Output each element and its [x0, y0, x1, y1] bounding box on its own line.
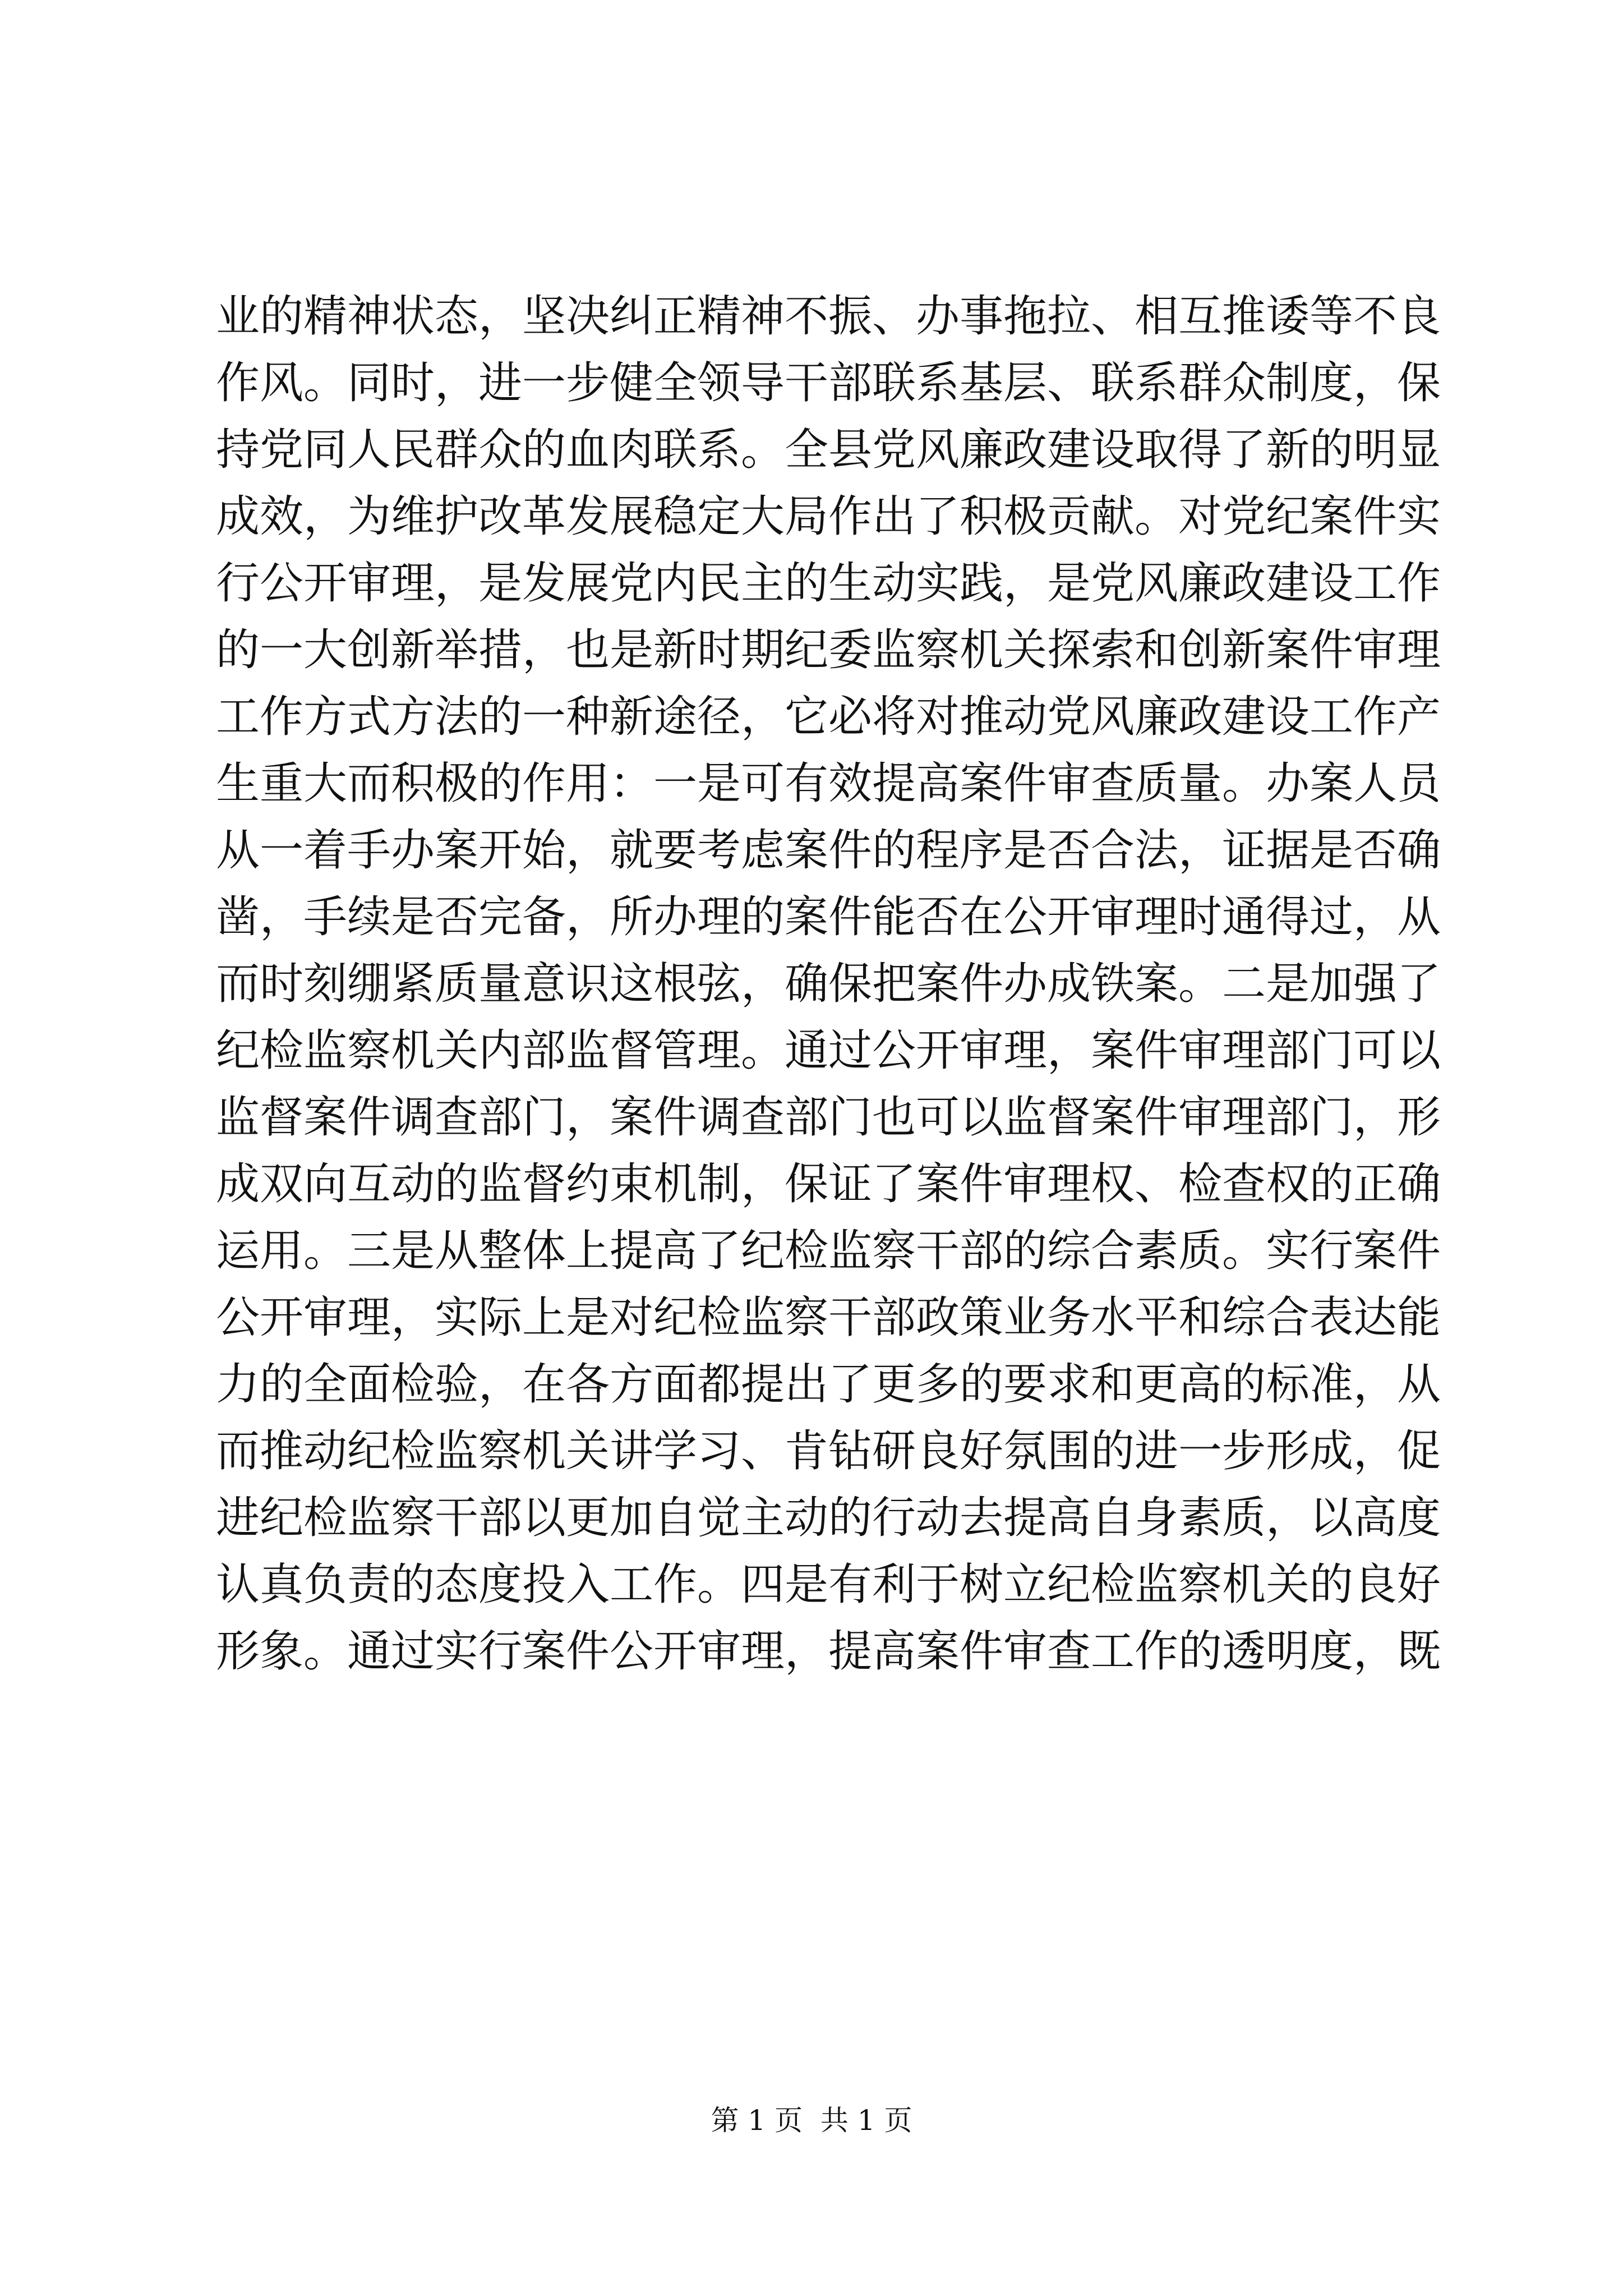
text-line: 力的全面检验，在各方面都提出了更多的要求和更高的标准，从 [216, 1359, 1441, 1410]
text-line: 成效，为维护改革发展稳定大局作出了积极贡献。对党纪案件实 [216, 491, 1441, 542]
body-text [216, 283, 1441, 1685]
text-line: 从一着手办案开始，就要考虑案件的程序是否合法，证据是否确 [216, 825, 1441, 876]
page-footer: 第 1 页 共 1 页 [711, 2104, 912, 2137]
text-line: 行公开审理，是发展党内民主的生动实践，是党风廉政建设工作 [216, 558, 1441, 609]
text-line: 进纪检监察干部以更加自觉主动的行动去提高自身素质，以高度 [216, 1493, 1441, 1543]
text-line: 形象。通过实行案件公开审理，提高案件审查工作的透明度，既 [216, 1626, 1441, 1677]
text-line: 业的精神状态，坚决纠正精神不振、办事拖拉、相互推诿等不良 [216, 291, 1441, 342]
text-line: 公开审理，实际上是对纪检监察干部政策业务水平和综合表达能 [216, 1292, 1441, 1343]
text-line: 工作方式方法的一种新途径，它必将对推动党风廉政建设工作产 [216, 692, 1441, 742]
text-line: 凿，手续是否完备，所办理的案件能否在公开审理时通得过，从 [216, 892, 1441, 942]
text-line: 作风。同时，进一步健全领导干部联系基层、联系群众制度，保 [216, 358, 1441, 408]
text-line: 持党同人民群众的血肉联系。全县党风廉政建设取得了新的明显 [216, 425, 1441, 475]
text-line: 生重大而积极的作用：一是可有效提高案件审查质量。办案人员 [216, 758, 1441, 809]
text-line: 的一大创新举措，也是新时期纪委监察机关探索和创新案件审理 [216, 625, 1441, 675]
text-line: 而时刻绷紧质量意识这根弦，确保把案件办成铁案。二是加强了 [216, 959, 1441, 1009]
text-line: 成双向互动的监督约束机制，保证了案件审理权、检查权的正确 [216, 1159, 1441, 1209]
text-line: 监督案件调查部门，案件调查部门也可以监督案件审理部门，形 [216, 1092, 1441, 1143]
text-line: 运用。三是从整体上提高了纪检监察干部的综合素质。实行案件 [216, 1226, 1441, 1276]
text-line: 认真负责的态度投入工作。四是有利于树立纪检监察机关的良好 [216, 1559, 1441, 1610]
text-line: 而推动纪检监察机关讲学习、肯钻研良好氛围的进一步形成，促 [216, 1426, 1441, 1476]
text-line: 纪检监察机关内部监督管理。通过公开审理，案件审理部门可以 [216, 1025, 1441, 1076]
